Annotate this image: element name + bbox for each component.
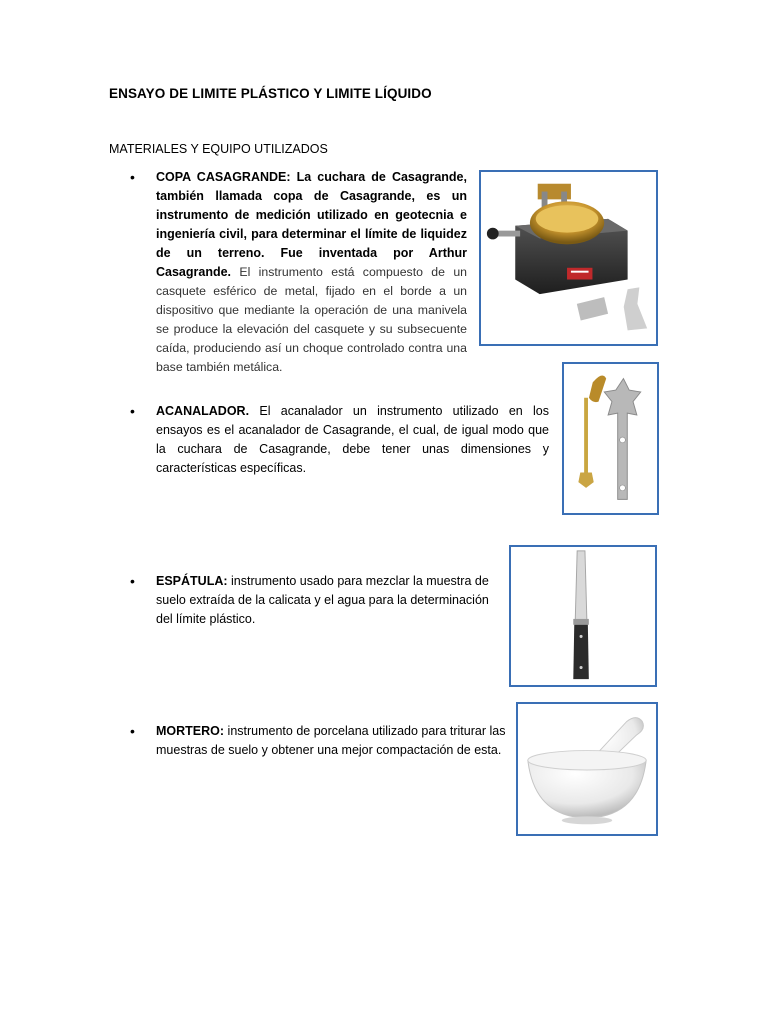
item-description: instrumento usado para mezclar la muestra de suelo extraída de la calicata y el agua para la determinación del límite plástico.	[156, 574, 489, 626]
item-text	[156, 572, 501, 629]
bullet-icon: •	[130, 403, 135, 419]
bullet-icon: •	[130, 723, 135, 739]
grooving-tool-illustration	[564, 364, 657, 513]
item-text	[156, 402, 549, 478]
list-item-copa-casagrande	[130, 168, 468, 374]
document-title: ENSAYO DE LIMITE PLÁSTICO Y LIMITE LÍQUIDO	[109, 86, 432, 101]
bullet-icon: •	[130, 573, 135, 589]
spatula-illustration	[511, 547, 655, 685]
list-item-acanalador	[130, 402, 550, 482]
grooving-tool-photo	[562, 362, 659, 515]
item-term: ESPÁTULA:	[156, 574, 228, 588]
casagrande-cup-illustration	[481, 172, 656, 344]
item-term: COPA CASAGRANDE:	[156, 170, 291, 184]
item-extra-description: El instrumento está compuesto de un casquete esférico de metal, fijado en el borde a un dispositivo que mediante la operación de una manivela se produce la elevación del casquete y su subsecuente caída, produciendo así un choque controlado contra una base también metálica.	[156, 265, 467, 374]
list-item-mortero	[130, 722, 510, 782]
item-description: El acanalador un instrumento utilizado en los ensayos es el acanalador de Casagrande, el cual, de igual modo que la cuchara de Casagrande, debe tener unas dimensiones y características específicas.	[156, 404, 549, 475]
bullet-icon: •	[130, 169, 135, 185]
mortar-pestle-illustration	[518, 704, 656, 834]
mortar-pestle-photo	[516, 702, 658, 836]
item-text	[156, 168, 467, 377]
list-item-espatula	[130, 572, 500, 632]
item-term: ACANALADOR.	[156, 404, 250, 418]
item-description: La cuchara de Casagrande, también llamada copa de Casagrande, es un instrumento de medición utilizado en geotecnia e ingeniería civil, para determinar el límite de liquidez de un terreno. Fue inventada por Arthur Casagrande.	[156, 170, 467, 279]
item-text	[156, 722, 506, 760]
item-description: instrumento de porcelana utilizado para triturar las muestras de suelo y obtener una mejor compactación de esta.	[156, 724, 506, 757]
spatula-photo	[509, 545, 657, 687]
casagrande-cup-photo	[479, 170, 658, 346]
item-term: MORTERO:	[156, 724, 225, 738]
section-heading: MATERIALES Y EQUIPO UTILIZADOS	[109, 142, 328, 156]
